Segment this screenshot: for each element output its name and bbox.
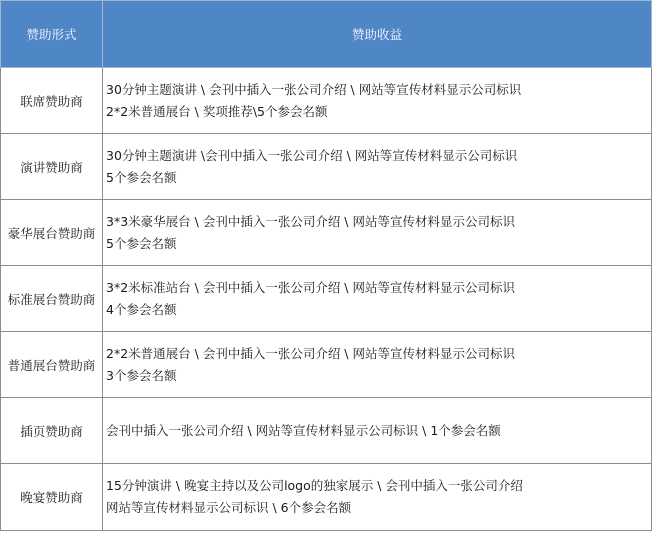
- benefit-line: 会刊中插入一张公司介绍 \ 网站等宣传材料显示公司标识 \ 1个参会名额: [106, 422, 501, 438]
- benefit-line: 2*2米普通展台 \ 奖项推荐\5个参会名额: [106, 103, 328, 119]
- sponsor-type-cell: 联席赞助商: [1, 68, 103, 134]
- benefit-line: 3*3米豪华展台 \ 会刊中插入一张公司介绍 \ 网站等宣传材料显示公司标识: [106, 213, 515, 229]
- header-row: [1, 1, 652, 68]
- table-row: [1, 266, 652, 332]
- table-row: [1, 332, 652, 398]
- sponsor-type-cell: 豪华展台赞助商: [1, 200, 103, 266]
- sponsor-benefit-cell: [103, 398, 652, 464]
- sponsor-benefit-cell: [103, 200, 652, 266]
- sponsor-benefit-cell: [103, 332, 652, 398]
- benefit-line: 5个参会名额: [106, 169, 177, 185]
- sponsor-benefit-cell: [103, 266, 652, 332]
- sponsor-type-cell: 插页赞助商: [1, 398, 103, 464]
- sponsor-type-cell: 晚宴赞助商: [1, 464, 103, 531]
- column-header-benefit: 赞助收益: [103, 1, 652, 68]
- benefit-line: 3*2米标准站台 \ 会刊中插入一张公司介绍 \ 网站等宣传材料显示公司标识: [106, 279, 515, 295]
- sponsor-type-cell: 演讲赞助商: [1, 134, 103, 200]
- sponsor-benefit-cell: [103, 464, 652, 531]
- benefit-line: 5个参会名额: [106, 235, 177, 251]
- benefit-line: 30分钟主题演讲 \ 会刊中插入一张公司介绍 \ 网站等宣传材料显示公司标识: [106, 81, 522, 97]
- benefit-line: 15分钟演讲 \ 晚宴主持以及公司logo的独家展示 \ 会刊中插入一张公司介绍: [106, 478, 523, 493]
- sponsor-type-cell: 普通展台赞助商: [1, 332, 103, 398]
- table-row: [1, 134, 652, 200]
- sponsor-type-cell: 标准展台赞助商: [1, 266, 103, 332]
- table-row: [1, 200, 652, 266]
- benefit-line: 2*2米普通展台 \ 会刊中插入一张公司介绍 \ 网站等宣传材料显示公司标识: [106, 345, 515, 361]
- table-row: [1, 398, 652, 464]
- benefit-line: 3个参会名额: [106, 367, 177, 383]
- sponsor-benefit-cell: [103, 134, 652, 200]
- table-row: [1, 68, 652, 134]
- benefit-line: 网站等宣传材料显示公司标识 \ 6个参会名额: [106, 500, 352, 515]
- sponsor-benefit-cell: [103, 68, 652, 134]
- column-header-type: 赞助形式: [1, 1, 103, 68]
- table-row: [1, 464, 652, 531]
- benefit-line: 30分钟主题演讲 \会刊中插入一张公司介绍 \ 网站等宣传材料显示公司标识: [106, 147, 518, 163]
- benefit-line: 4个参会名额: [106, 301, 177, 317]
